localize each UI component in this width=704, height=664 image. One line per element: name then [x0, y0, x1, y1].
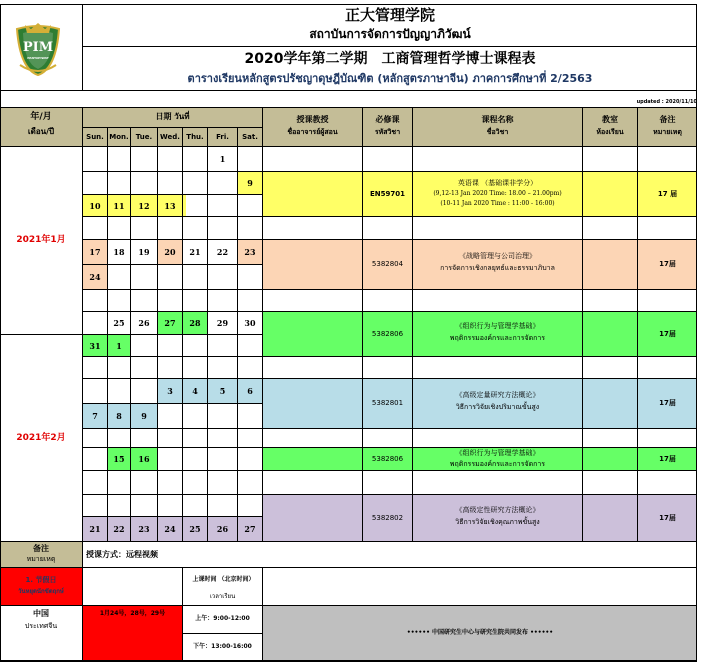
date-header: 日期 วันที่	[155, 112, 190, 122]
note-header: 备注	[659, 115, 676, 125]
note-header-th: หมายเหตุ	[653, 127, 682, 136]
room-header: 教室	[602, 115, 618, 125]
china-holidays: 1月24号，28号，29号	[99, 609, 166, 617]
course-name: 英语课 （基础课非学分）	[457, 179, 538, 188]
weekday-wed: Wed.	[160, 132, 180, 141]
class-time-label: 上课时间 （北京时间）	[192, 575, 255, 583]
day-cell: 25	[113, 318, 125, 328]
remark-label: 备注	[33, 543, 49, 553]
day-cell: 8	[116, 411, 122, 421]
day-cell: 25	[189, 524, 201, 534]
day-cell: 9	[247, 178, 253, 188]
day-cell: 18	[113, 247, 125, 257]
weekday-fri: Fri.	[216, 132, 229, 141]
day-cell: 4	[192, 386, 198, 396]
course-header-th: ชื่อวิชา	[486, 127, 509, 136]
course-note: 17届	[659, 260, 676, 269]
day-cell: 29	[216, 318, 229, 328]
course-note: 17届	[659, 329, 676, 338]
course-name: 《组织行为与管理学基础》	[455, 321, 540, 330]
day-cell: 5	[219, 386, 226, 396]
day-cell: 22	[216, 247, 229, 257]
course-time: (10-11 Jan 2020 Time : 11:00 - 16:00)	[440, 199, 555, 207]
day-cell: 23	[244, 247, 256, 257]
course-name-th: พฤติกรรมองค์กรและการจัดการ	[449, 460, 546, 469]
school-name-th: สถาบันการจัดการปัญญาภิวัฒน์	[309, 27, 471, 42]
course-code: 5382806	[371, 454, 404, 463]
page-title: 2020学年第二学期 工商管理哲学博士课程表	[244, 50, 536, 67]
day-cell: 7	[92, 411, 98, 421]
day-cell: 31	[89, 340, 101, 351]
publisher-note: •••••• 中国研究生中心与研究生院共同发布 ••••••	[406, 629, 554, 637]
pim-logo	[14, 21, 62, 77]
course-name-th: วิธีการวิจัยเชิงปริมาณขั้นสูง	[455, 402, 540, 411]
day-cell: 21	[189, 247, 201, 257]
day-cell: 27	[164, 318, 176, 328]
day-cell: 11	[113, 200, 125, 211]
day-cell: 20	[164, 247, 176, 257]
day-cell: 27	[244, 524, 256, 534]
day-cell: 24	[89, 272, 101, 282]
china-label-th: ประเทศจีน	[24, 621, 58, 630]
weekday-sun: Sun.	[86, 132, 104, 141]
day-cell: 30	[244, 318, 256, 328]
day-cell: 17	[89, 247, 101, 257]
day-cell: 6	[247, 386, 253, 396]
day-cell: 24	[164, 524, 176, 534]
afternoon-time: 下午：13:00-16:00	[193, 643, 252, 651]
teacher-header: 授课教授	[296, 115, 329, 125]
holiday-label: 1. 节假日	[25, 575, 57, 584]
day-cell: 19	[138, 247, 150, 257]
course-code: 5382806	[371, 329, 404, 338]
teacher-header-th: ชื่ออาจารย์ผู้สอน	[287, 127, 338, 136]
day-cell: 12	[138, 200, 150, 211]
day-cell: 26	[216, 524, 229, 534]
course-name-th: พฤติกรรมองค์กรและการจัดการ	[449, 333, 546, 342]
course-name: 《战略管理与公司治理》	[459, 251, 536, 260]
course-code: 5382802	[371, 513, 404, 522]
code-header: 必修课	[375, 115, 400, 125]
logo-subtext: PANYAPIWAT	[27, 56, 49, 61]
weekday-thu: Thu.	[186, 132, 204, 141]
holiday-label-th: วันหยุดนักขัตฤกษ์	[18, 587, 64, 595]
course-note: 17届	[659, 399, 676, 408]
day-cell: 3	[167, 386, 173, 396]
month-header: 年/月	[30, 112, 52, 123]
course-name: 《高级定量研究方法概论》	[455, 390, 540, 399]
day-cell: 10	[89, 200, 101, 211]
course-time: (9,12-13 Jan 2020 Time: 18.00 – 21.00pm)	[433, 189, 562, 197]
course-name: 《组织行为与管理学基础》	[455, 449, 540, 458]
weekday-tue: Tue.	[135, 132, 153, 141]
month-header-th: เดือน/ปี	[27, 127, 55, 137]
code-header-th: รหัสวิชา	[374, 127, 401, 136]
day-cell: 13	[164, 200, 176, 211]
month-label-jan: 2021年1月	[16, 234, 66, 245]
course-name: 《高级定性研究方法概论》	[455, 505, 540, 514]
page-subtitle: ตารางเรียนหลักสูตรปรัชญาดุษฎีบัณฑิต (หลักสูตรภาษาจีน) ภาคการศึกษาที่ 2/2563	[187, 71, 593, 85]
day-cell: 26	[138, 318, 150, 328]
day-cell: 15	[113, 454, 125, 464]
logo-text: PIM	[22, 41, 54, 55]
course-name-th: วิธีการวิจัยเชิงคุณภาพขั้นสูง	[455, 517, 540, 526]
course-note: 17 届	[657, 189, 678, 198]
day-cell: 16	[138, 454, 150, 464]
day-cell: 1	[219, 154, 226, 164]
class-time-label-th: เวลาเรียน	[209, 592, 236, 600]
day-cell: 22	[113, 524, 125, 534]
school-name-cn: 正大管理学院	[344, 6, 435, 25]
updated-date: updated : 2020/11/10	[636, 99, 697, 106]
day-cell: 21	[89, 524, 101, 534]
day-cell: 1	[116, 340, 122, 351]
course-header: 课程名称	[481, 115, 514, 125]
teaching-method: 授课方式：远程视频	[86, 549, 158, 559]
course-note: 17届	[659, 513, 676, 522]
course-note: 17届	[659, 454, 676, 463]
room-header-th: ห้องเรียน	[596, 127, 624, 136]
morning-time: 上午：9:00-12:00	[195, 615, 250, 623]
course-code: 5382804	[371, 260, 404, 269]
weekday-sat: Sat.	[242, 132, 258, 141]
course-code: 5382801	[371, 399, 404, 408]
course-code: EN59701	[370, 189, 405, 198]
day-cell: 23	[138, 524, 150, 534]
course-name-th: การจัดการเชิงกลยุทธ์และธรรมาภิบาล	[440, 263, 555, 272]
month-label-feb: 2021年2月	[16, 432, 66, 443]
day-cell: 28	[189, 318, 201, 328]
weekday-mon: Mon.	[109, 132, 129, 141]
china-label: 中国	[33, 609, 49, 619]
remark-label-th: หมายเหตุ	[26, 555, 56, 564]
day-cell: 9	[141, 411, 147, 421]
